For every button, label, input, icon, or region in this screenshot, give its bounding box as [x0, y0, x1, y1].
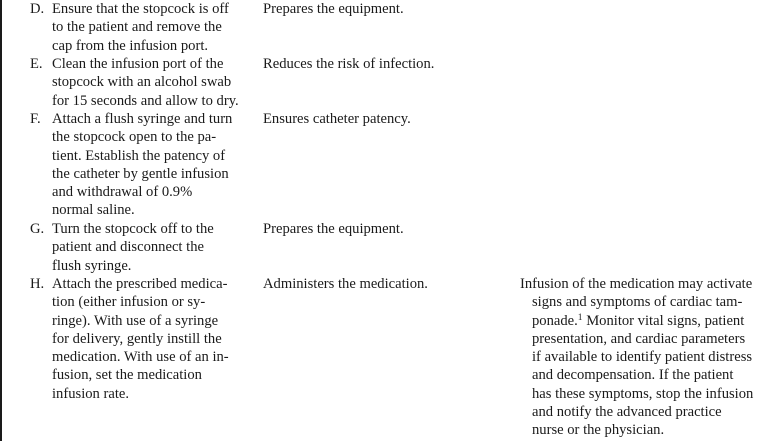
step-cell	[30, 110, 255, 220]
step-cell	[30, 220, 255, 275]
step-cell	[30, 275, 255, 403]
rationale-cell: Prepares the equipment.	[263, 1, 404, 17]
step-letter: D.	[30, 1, 45, 17]
step-text: Clean the infusion port of the stopcock with an alcohol swab for 15 seconds and allow to dry.	[52, 56, 239, 109]
step-letter: F.	[30, 111, 41, 127]
rationale-cell: Ensures catheter patency.	[263, 111, 411, 127]
step-letter: G.	[30, 221, 45, 237]
step-text: Turn the stopcock off to the patient and disconnect the flush syringe.	[52, 221, 214, 274]
special-consideration-note	[520, 275, 768, 440]
step-letter: E.	[30, 56, 43, 72]
reference-superscript: 1	[577, 312, 583, 323]
step-cell	[30, 55, 255, 110]
special-considerations-cell	[520, 275, 768, 440]
rationale-cell: Administers the medication.	[263, 276, 428, 292]
step-cell	[30, 0, 255, 55]
note-text-part-2: Monitor vital signs, patient presentation, and cardiac parameters if available to identify patient distress and decompensation. If the patient has these symptoms, stop the infusion and notify the advanced practice nurse or the physician.	[532, 312, 754, 439]
step-text: Attach the prescribed medica- tion (either infusion or sy- ringe). With use of a syringe for delivery, gently instill the medication. With use of an in- fusion, set the medication infusion rate.	[52, 276, 229, 402]
step-text: Ensure that the stopcock is off to the patient and remove the cap from the infusion port.	[52, 1, 229, 54]
note-text-part-1: Infusion of the medication may activate signs and symptoms of cardiac tam- ponade.	[520, 276, 753, 329]
rationale-cell: Prepares the equipment.	[263, 221, 404, 237]
step-letter: H.	[30, 276, 45, 292]
rationale-cell: Reduces the risk of infection.	[263, 56, 435, 72]
step-text: Attach a flush syringe and turn the stopcock open to the pa- tient. Establish the patency of the catheter by gentle infusion and withdrawal of 0.9% normal saline.	[52, 111, 233, 219]
